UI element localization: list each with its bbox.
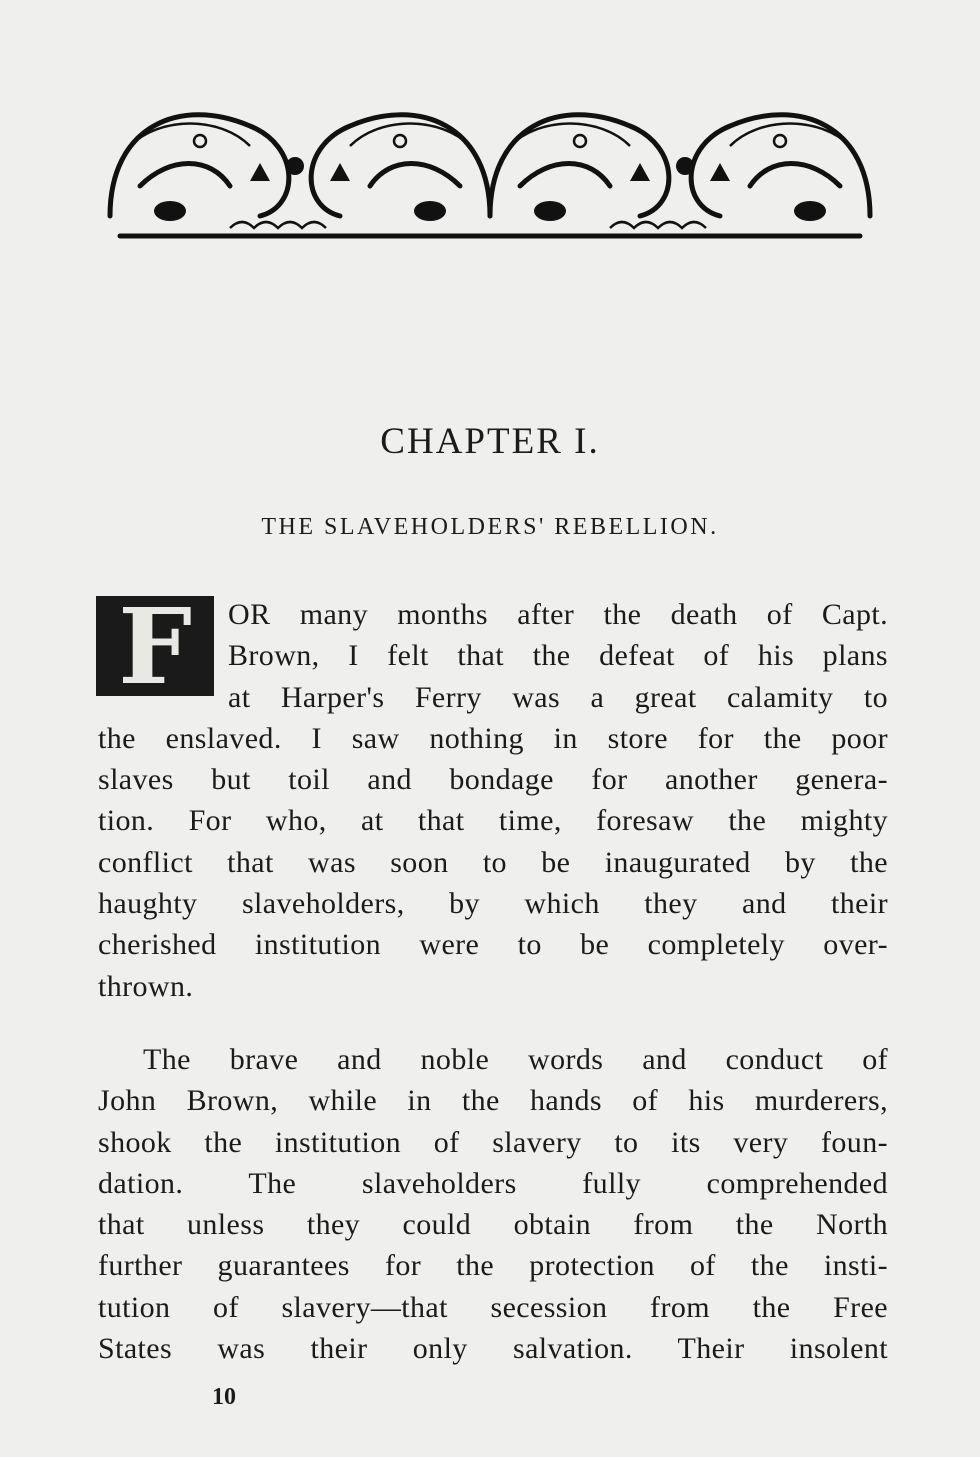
body-text xyxy=(98,594,888,1369)
paragraph-line: conflict that was soon to be inaugurated by the xyxy=(98,845,888,879)
paragraph-line: States was their only salvation. Their insolent xyxy=(98,1332,888,1366)
chapter-subtitle: THE SLAVEHOLDERS' REBELLION. xyxy=(261,514,719,540)
paragraph-line: cherished institution were to be completely over- xyxy=(98,928,888,962)
paragraph-line: thrown. xyxy=(98,969,194,1003)
paragraph-line: that unless they could obtain from the North xyxy=(98,1208,888,1242)
paragraph-line: shook the institution of slavery to its very foun- xyxy=(98,1125,888,1159)
paragraph-line: slaves but toil and bondage for another genera- xyxy=(98,763,888,797)
paragraph-line: haughty slaveholders, by which they and their xyxy=(98,887,888,921)
paragraph-line: John Brown, while in the hands of his murderers, xyxy=(98,1084,888,1118)
paragraph-line: tion. For who, at that time, foresaw the mighty xyxy=(98,804,888,838)
paragraph-line: The brave and noble words and conduct of xyxy=(143,1042,888,1076)
paragraph-line: the enslaved. I saw nothing in store for the poor xyxy=(98,721,888,755)
page-number: 10 xyxy=(212,1384,236,1410)
chapter-heading: CHAPTER I. xyxy=(380,421,600,462)
paragraph-line: further guarantees for the protection of the insti- xyxy=(98,1249,888,1283)
paragraph-line: dation. The slaveholders fully comprehended xyxy=(98,1166,888,1200)
ornamental-header-icon xyxy=(100,86,880,246)
paragraph-line: at Harper's Ferry was a great calamity to xyxy=(228,680,888,714)
drop-cap-letter: F xyxy=(118,596,192,696)
paragraph-gap xyxy=(98,1007,888,1039)
paragraph-line: tution of slavery—that secession from the Free xyxy=(98,1290,888,1324)
paragraph-line: OR many months after the death of Capt. xyxy=(228,598,888,631)
paragraph-line: Brown, I felt that the defeat of his plans xyxy=(228,639,888,673)
